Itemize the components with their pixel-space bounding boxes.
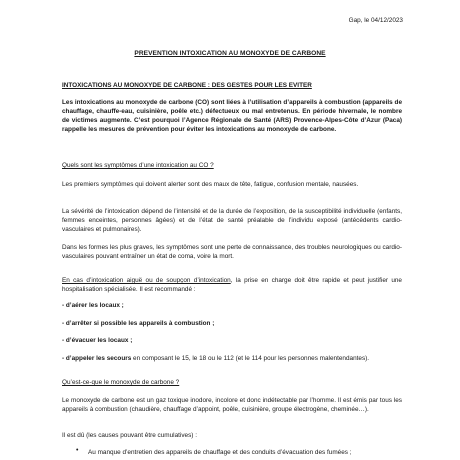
- call-rest: en composant le 15, le 18 ou le 112 (et le 114 pour les personnes malentendantes).: [131, 355, 370, 362]
- step-evacuate: - d’évacuer les locaux ;: [62, 337, 133, 344]
- cause-bullet-item: Au manque d’entretien des appareils de chauffage et des conduits d’évacuation des fumées ;: [88, 449, 352, 456]
- symptoms-paragraph-3: Dans les formes les plus graves, les symptômes sont une perte de connaissance, des troubles neurologiques ou cardio-vasculaires pouvant entraîner un état de coma, voire la mort.: [62, 244, 402, 261]
- call-lead: - d’appeler les secours: [62, 355, 132, 362]
- suspicion-lead: En cas d’intoxication aiguë ou de soupçon d’intoxication: [62, 277, 231, 284]
- definition-paragraph-2: Il est dû (les causes pouvant être cumulatives) :: [62, 432, 197, 439]
- step-aerate: - d’aérer les locaux ;: [62, 302, 124, 309]
- definition-paragraph-1: Le monoxyde de carbone est un gaz toxique inodore, incolore et donc indétectable par l’homme. Il est émis par tous les appareils à combustion (chaudière, chauffage d’appoint, poêle, cuisinière, groupe électrogène, cheminée…).: [62, 397, 402, 414]
- section-heading: INTOXICATIONS AU MONOXYDE DE CARBONE : DES GESTES POUR LES EVITER: [62, 82, 312, 89]
- definition-question: Qu’est-ce-que le monoxyde de carbone ?: [62, 379, 180, 386]
- symptoms-paragraph-1: Les premiers symptômes qui doivent alerter sont des maux de tête, fatigue, confusion mentale, nausées.: [62, 181, 359, 188]
- symptoms-question: Quels sont les symptômes d’une intoxication au CO ?: [62, 162, 214, 169]
- step-stop-appliances: - d’arrêter si possible les appareils à combustion ;: [62, 320, 215, 327]
- document-title: PREVENTION INTOXICATION AU MONOXYDE DE CARBONE: [134, 50, 326, 57]
- suspicion-paragraph: [62, 276, 402, 294]
- suspicion-rest: , la prise en charge doit être rapide et peut justifier une hospitalisation spécialisée. Il est recommandé :: [62, 277, 402, 294]
- bullet-icon: •: [76, 447, 79, 454]
- date-line: Gap, le 04/12/2023: [348, 17, 403, 24]
- intro-paragraph: Les intoxications au monoxyde de carbone (CO) sont liées à l’utilisation d’appareils à combustion (appareils de chauffage, chauffe-eau, cuisinière, poêle etc.) défectueux ou mal entretenus. En période hivernale, le nombre de victimes augmente. C’est pourquoi l’Agence Régionale de Santé (ARS) Provence-Alpes-Côte d’Azur (Paca) rappelle les mesures de prévention pour éviter les intoxications au monoxyde de carbone.: [62, 99, 402, 134]
- symptoms-paragraph-2: La sévérité de l’intoxication dépend de l’intensité et de la durée de l’exposition, de la susceptibilité individuelle (enfants, femmes enceintes, personnes âgées) et de l’état de santé préalable de l’individu exposé (antécédents cardio-vasculaires et pulmonaires).: [62, 208, 402, 234]
- step-call-emergency: [62, 354, 402, 363]
